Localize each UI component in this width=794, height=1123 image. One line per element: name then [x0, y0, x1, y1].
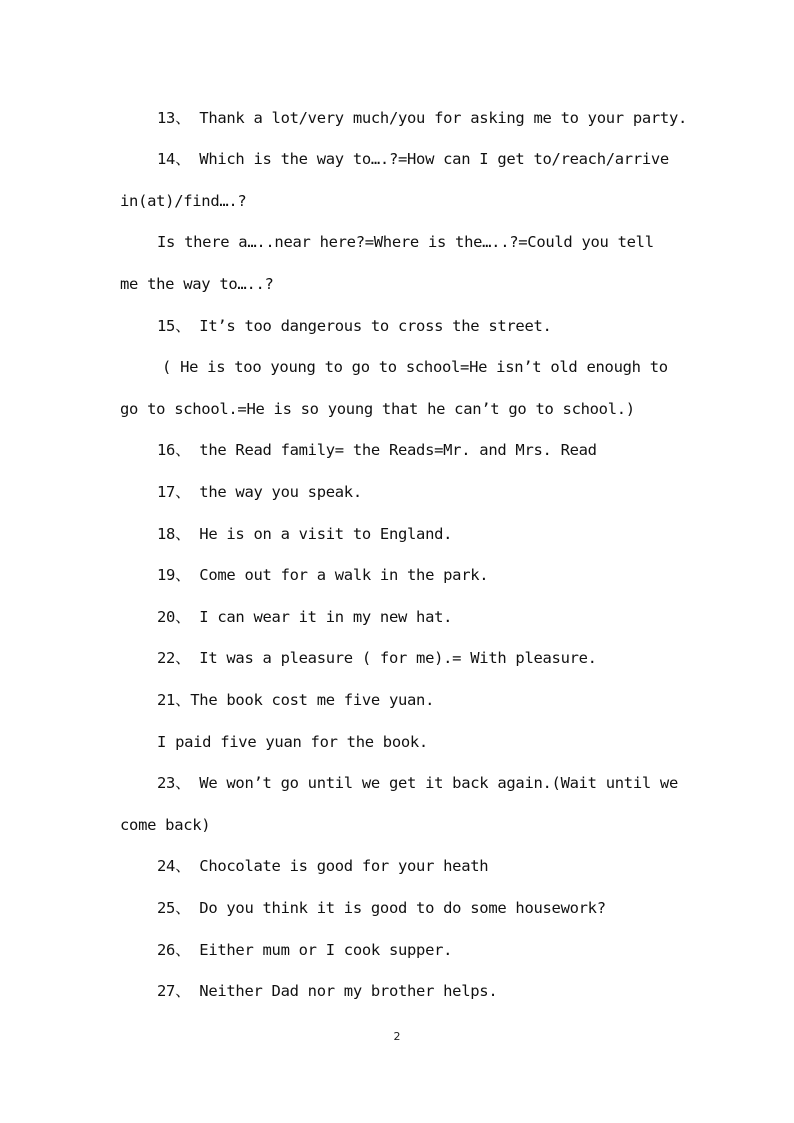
text-line: 19、 Come out for a walk in the park. [157, 566, 489, 584]
text-line: 27、 Neither Dad nor my brother helps. [157, 982, 498, 1000]
text-line: Is there a…..near here?=Where is the…..?=Could you tell [157, 233, 654, 251]
text-line: 17、 the way you speak. [157, 483, 362, 501]
text-line: 24、 Chocolate is good for your heath [157, 857, 489, 875]
text-line: 18、 He is on a visit to England. [157, 525, 453, 543]
text-line: 26、 Either mum or I cook supper. [157, 941, 453, 959]
text-line: 21、The book cost me five yuan. [157, 691, 435, 709]
text-line: come back) [120, 816, 211, 834]
text-line: I paid five yuan for the book. [157, 733, 428, 751]
text-line: ( He is too young to go to school=He isn’t old enough to [162, 358, 668, 376]
text-line: go to school.=He is so young that he can’t go to school.) [120, 400, 635, 418]
text-line: 25、 Do you think it is good to do some housework? [157, 899, 606, 917]
text-line: me the way to…..? [120, 275, 274, 293]
text-line: 15、 It’s too dangerous to cross the street. [157, 317, 552, 335]
text-line: 20、 I can wear it in my new hat. [157, 608, 453, 626]
text-line: 22、 It was a pleasure ( for me).= With pleasure. [157, 649, 597, 667]
text-line: 14、 Which is the way to….?=How can I get to/reach/arrive [157, 150, 669, 168]
text-line: 16、 the Read family= the Reads=Mr. and Mrs. Read [157, 441, 597, 459]
page-number: 2 [393, 1030, 401, 1043]
text-line: 13、 Thank a lot/very much/you for asking me to your party. [157, 109, 688, 127]
text-line: in(at)/find….? [120, 192, 247, 210]
text-line: 23、 We won’t go until we get it back again.(Wait until we [157, 774, 678, 792]
